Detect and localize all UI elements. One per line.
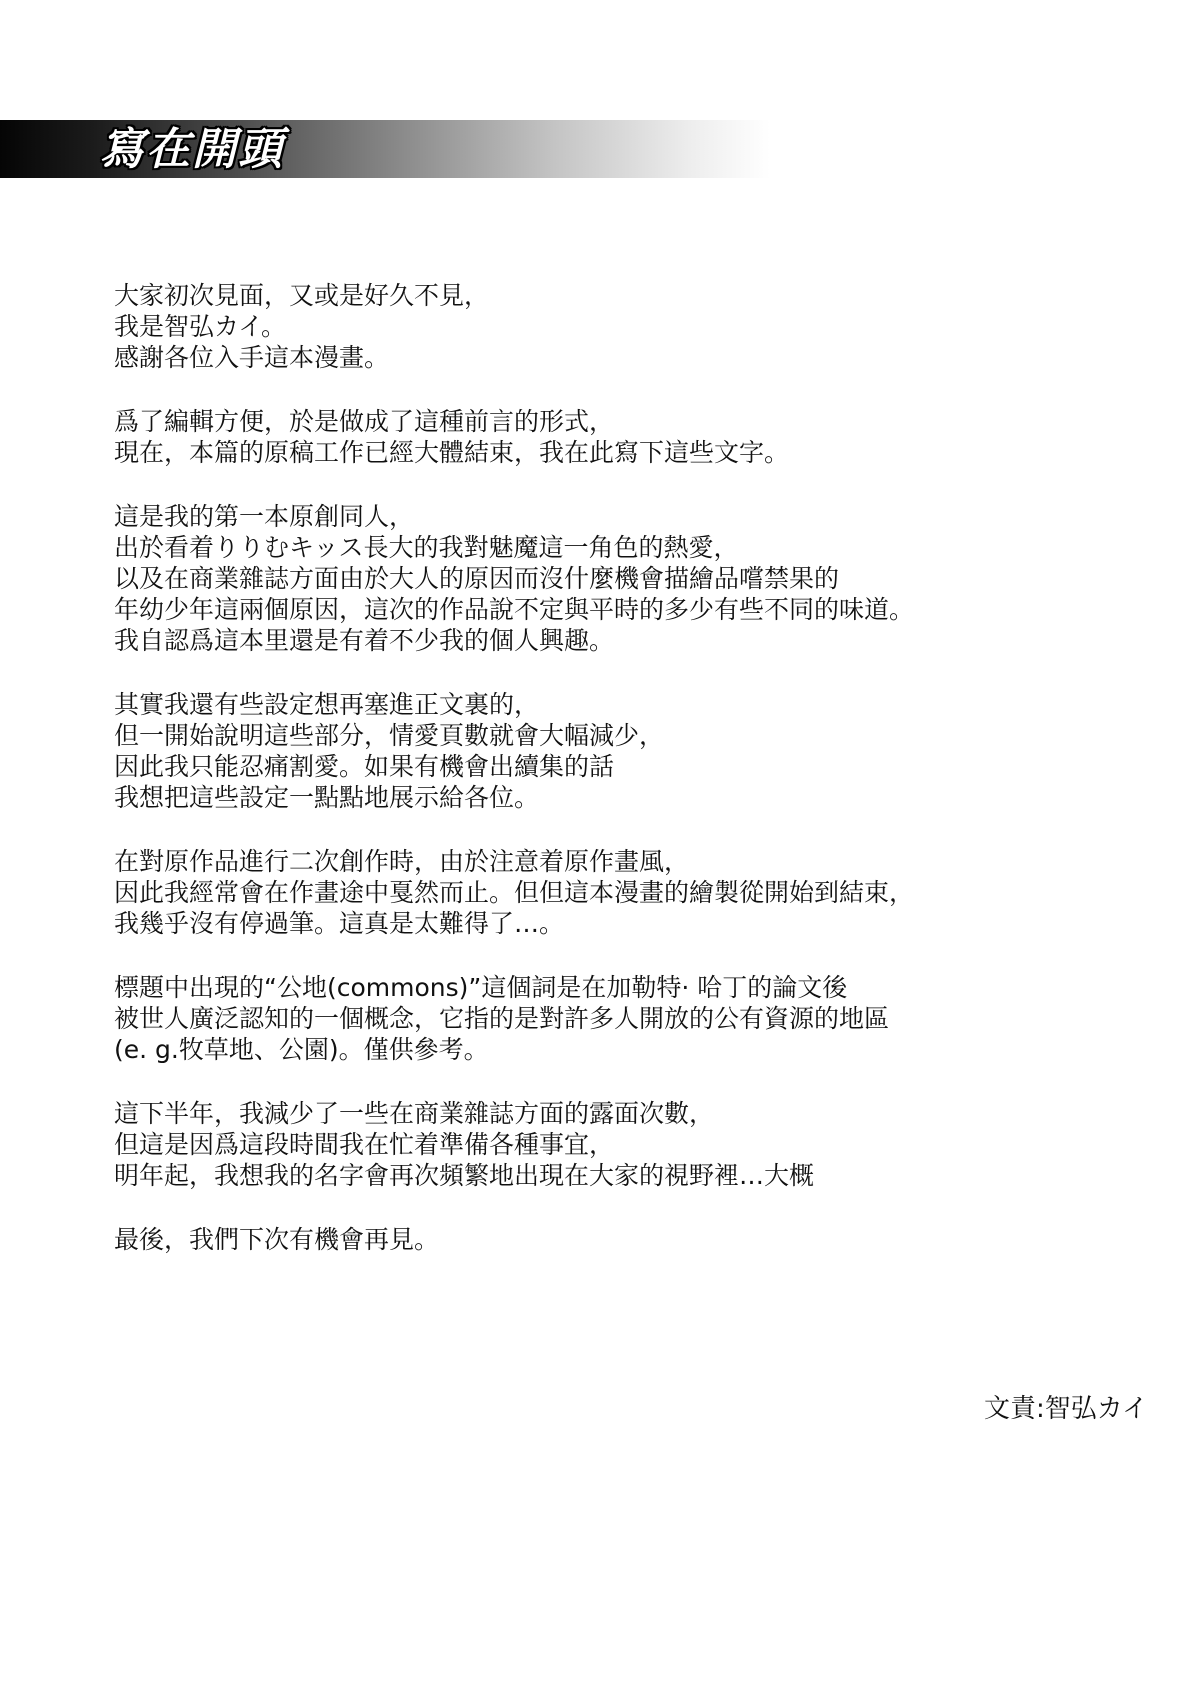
text-line: 最後，我們下次有機會再見。 [114,1225,440,1254]
text-line: 年幼少年這兩個原因，這次的作品說不定與平時的多少有些不同的味道。 [114,595,915,624]
text-line: 在對原作品進行二次創作時，由於注意着原作畫風， [114,847,690,876]
text-line: (e. g.牧草地、公園)。僅供參考。 [114,1035,489,1064]
text-line: 以及在商業雜誌方面由於大人的原因而沒什麼機會描繪品嚐禁果的 [114,564,840,593]
paragraph-8 [114,1224,1114,1255]
text-line: 爲了編輯方便，於是做成了這種前言的形式， [114,407,615,436]
paragraph-7 [114,1098,1114,1191]
text-line: 現在，本篇的原稿工作已經大體結束，我在此寫下這些文字。 [114,438,790,467]
text-line: 因此我經常會在作畫途中戛然而止。但但這本漫畫的繪製從開始到結束， [114,878,915,907]
paragraph-6 [114,972,1114,1065]
paragraph-4 [114,689,1114,813]
paragraph-1 [114,280,1114,373]
paragraph-2 [114,406,1114,468]
text-line: 我自認爲這本里還是有着不少我的個人興趣。 [114,626,615,655]
text-line: 這是我的第一本原創同人， [114,502,415,531]
text-line: 感謝各位入手這本漫畫。 [114,343,390,372]
text-line: 大家初次見面，又或是好久不見， [114,281,490,310]
body-text [114,280,1114,1288]
paragraph-3 [114,501,1114,656]
text-line: 我想把這些設定一點點地展示給各位。 [114,783,540,812]
text-line: 但這是因爲這段時間我在忙着準備各種事宜， [114,1130,615,1159]
text-line: 因此我只能忍痛割愛。如果有機會出續集的話 [114,752,615,781]
paragraph-5 [114,846,1114,939]
page-title: 寫在開頭 [100,124,284,175]
text-line: 標題中出現的“公地(commons)”這個詞是在加勒特· 哈丁的論文後 [114,973,848,1002]
text-line: 被世人廣泛認知的一個概念，它指的是對許多人開放的公有資源的地區 [114,1004,890,1033]
text-line: 明年起，我想我的名字會再次頻繁地出現在大家的視野裡…大概 [114,1161,815,1190]
text-line: 但一開始說明這些部分，情愛頁數就會大幅減少， [114,721,665,750]
text-line: 我是智弘カイ。 [114,312,287,341]
text-line: 其實我還有些設定想再塞進正文裏的， [114,690,540,719]
text-line: 出於看着りりむキッス長大的我對魅魔這一角色的熱愛， [114,533,739,562]
author-signature: 文責:智弘カイ [984,1394,1148,1424]
text-line: 我幾乎沒有停過筆。這真是太難得了…。 [114,909,565,938]
text-line: 這下半年，我減少了一些在商業雜誌方面的露面次數， [114,1099,715,1128]
